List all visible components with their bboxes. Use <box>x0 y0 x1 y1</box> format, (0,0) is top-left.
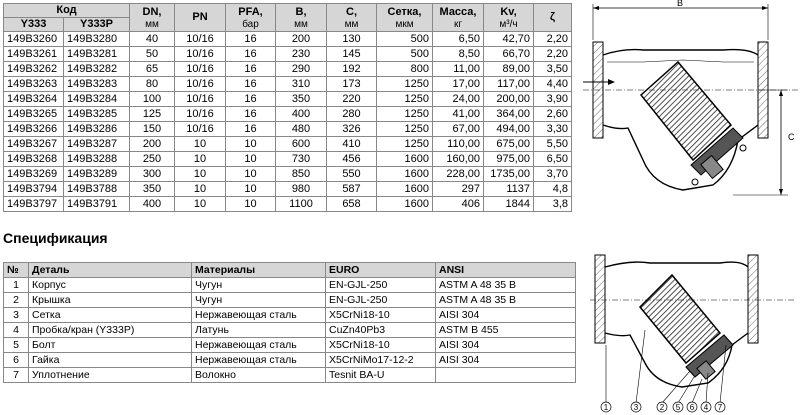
cell-zeta: 3,30 <box>534 122 572 137</box>
cell-code-y333: 149B3266 <box>4 122 64 137</box>
cell-code-y333p: 149B3280 <box>64 32 130 47</box>
spec-table <box>3 262 576 383</box>
cell-pfa: 16 <box>226 77 276 92</box>
cell-dn: 125 <box>130 107 175 122</box>
cell-kv: 494,00 <box>484 122 534 137</box>
cell-c: 550 <box>327 167 377 182</box>
cell-b: 350 <box>276 92 327 107</box>
dimensions-table <box>3 3 572 212</box>
spec-cell-part: Корпус <box>29 278 192 293</box>
dims-row <box>4 137 572 152</box>
cell-b: 310 <box>276 77 327 92</box>
cell-dn: 400 <box>130 197 175 212</box>
callout-6: 6 <box>689 403 695 412</box>
spec-cell-euro: EN-GJL-250 <box>326 278 436 293</box>
cell-zeta: 3,50 <box>534 62 572 77</box>
header-dn: DN, мм <box>130 4 175 32</box>
cell-b: 290 <box>276 62 327 77</box>
cell-mass: 67,00 <box>433 122 484 137</box>
strainer-drawing-bottom <box>590 245 795 413</box>
cell-code-y333: 149B3797 <box>4 197 64 212</box>
cell-zeta: 3,8 <box>534 197 572 212</box>
cell-pn: 10 <box>175 167 226 182</box>
dims-row <box>4 107 572 122</box>
spec-row <box>4 338 576 353</box>
header-kv: Kv, м³/ч <box>484 4 534 32</box>
spec-cell-no: 3 <box>4 308 29 323</box>
header-pn: PN <box>175 4 226 32</box>
cell-kv: 66,70 <box>484 47 534 62</box>
header-mass: Масса, кг <box>433 4 484 32</box>
cell-dn: 100 <box>130 92 175 107</box>
spec-cell-material: Нержавеющая сталь <box>192 308 326 323</box>
spec-row <box>4 368 576 383</box>
cell-c: 220 <box>327 92 377 107</box>
cell-code-y333: 149B3269 <box>4 167 64 182</box>
spec-cell-part: Сетка <box>29 308 192 323</box>
cell-code-y333p: 149B3281 <box>64 47 130 62</box>
cell-mesh: 1250 <box>377 107 433 122</box>
cell-code-y333: 149B3267 <box>4 137 64 152</box>
cell-kv: 675,00 <box>484 137 534 152</box>
cell-pfa: 16 <box>226 62 276 77</box>
cell-c: 456 <box>327 152 377 167</box>
cell-zeta: 4,40 <box>534 77 572 92</box>
cell-mass: 297 <box>433 182 484 197</box>
cell-kv: 975,00 <box>484 152 534 167</box>
dims-row <box>4 182 572 197</box>
cell-code-y333: 149B3263 <box>4 77 64 92</box>
cell-c: 173 <box>327 77 377 92</box>
cell-b: 230 <box>276 47 327 62</box>
cell-kv: 1844 <box>484 197 534 212</box>
cell-kv: 1137 <box>484 182 534 197</box>
spec-cell-euro: Tesnit BA-U <box>326 368 436 383</box>
cell-pfa: 16 <box>226 92 276 107</box>
spec-cell-ansi: ASTM B 455 <box>436 323 576 338</box>
cell-code-y333p: 149B3284 <box>64 92 130 107</box>
cell-pn: 10/16 <box>175 47 226 62</box>
cell-kv: 89,00 <box>484 62 534 77</box>
cell-dn: 350 <box>130 182 175 197</box>
cell-mesh: 500 <box>377 47 433 62</box>
header-y333p: Y333P <box>64 18 130 32</box>
cell-c: 280 <box>327 107 377 122</box>
spec-cell-material: Чугун <box>192 293 326 308</box>
cell-b: 730 <box>276 152 327 167</box>
cell-dn: 200 <box>130 137 175 152</box>
spec-cell-material: Нержавеющая сталь <box>192 338 326 353</box>
cell-code-y333: 149B3265 <box>4 107 64 122</box>
cell-zeta: 2,20 <box>534 32 572 47</box>
cell-code-y333: 149B3794 <box>4 182 64 197</box>
cell-code-y333p: 149B3285 <box>64 107 130 122</box>
spec-row <box>4 308 576 323</box>
cell-code-y333p: 149B3287 <box>64 137 130 152</box>
dims-row <box>4 122 572 137</box>
spec-header-euro: EURO <box>326 263 436 278</box>
cell-kv: 42,70 <box>484 32 534 47</box>
cell-pn: 10 <box>175 182 226 197</box>
spec-header-material: Материалы <box>192 263 326 278</box>
cell-b: 850 <box>276 167 327 182</box>
cell-dn: 150 <box>130 122 175 137</box>
spec-header-ansi: ANSI <box>436 263 576 278</box>
cell-zeta: 2,20 <box>534 47 572 62</box>
spec-cell-no: 5 <box>4 338 29 353</box>
dims-row <box>4 167 572 182</box>
cell-b: 400 <box>276 107 327 122</box>
cell-kv: 1735,00 <box>484 167 534 182</box>
spec-cell-part: Уплотнение <box>29 368 192 383</box>
cell-kv: 364,00 <box>484 107 534 122</box>
dims-row <box>4 47 572 62</box>
header-zeta: ζ <box>534 4 572 32</box>
cell-mesh: 1250 <box>377 122 433 137</box>
spec-cell-ansi: AISI 304 <box>436 338 576 353</box>
cell-dn: 40 <box>130 32 175 47</box>
header-c: C, мм <box>327 4 377 32</box>
cell-code-y333: 149B3260 <box>4 32 64 47</box>
cell-pn: 10/16 <box>175 62 226 77</box>
callout-4: 4 <box>703 403 709 412</box>
cell-c: 192 <box>327 62 377 77</box>
callout-2: 2 <box>659 403 665 412</box>
cell-zeta: 4,8 <box>534 182 572 197</box>
cell-pn: 10 <box>175 152 226 167</box>
cell-code-y333p: 149B3791 <box>64 197 130 212</box>
cell-pfa: 16 <box>226 47 276 62</box>
spec-cell-material: Нержавеющая сталь <box>192 353 326 368</box>
cell-c: 130 <box>327 32 377 47</box>
spec-cell-euro: X5CrNiMo17-12-2 <box>326 353 436 368</box>
cell-mass: 24,00 <box>433 92 484 107</box>
spec-cell-material: Волокно <box>192 368 326 383</box>
cell-b: 1100 <box>276 197 327 212</box>
cell-zeta: 3,70 <box>534 167 572 182</box>
cell-b: 480 <box>276 122 327 137</box>
header-code: Код <box>4 4 130 18</box>
cell-c: 658 <box>327 197 377 212</box>
spec-cell-material: Латунь <box>192 323 326 338</box>
cell-pfa: 16 <box>226 122 276 137</box>
spec-cell-material: Чугун <box>192 278 326 293</box>
cell-kv: 117,00 <box>484 77 534 92</box>
cell-mesh: 1600 <box>377 152 433 167</box>
callout-3: 3 <box>633 403 639 412</box>
callout-1: 1 <box>603 403 609 412</box>
dims-row <box>4 197 572 212</box>
cell-code-y333: 149B3261 <box>4 47 64 62</box>
header-mesh: Сетка, мкм <box>377 4 433 32</box>
cell-b: 200 <box>276 32 327 47</box>
dims-row <box>4 77 572 92</box>
cell-code-y333p: 149B3286 <box>64 122 130 137</box>
cell-mass: 228,00 <box>433 167 484 182</box>
spec-cell-ansi: AISI 304 <box>436 308 576 323</box>
dim-c-label: C <box>788 132 795 142</box>
cell-mesh: 1250 <box>377 137 433 152</box>
cell-dn: 250 <box>130 152 175 167</box>
dims-row <box>4 32 572 47</box>
spec-cell-part: Пробка/кран (Y333P) <box>29 323 192 338</box>
spec-cell-ansi: AISI 304 <box>436 353 576 368</box>
cell-mesh: 1250 <box>377 92 433 107</box>
cell-zeta: 5,50 <box>534 137 572 152</box>
dim-b-label: B <box>676 0 684 8</box>
spec-row <box>4 293 576 308</box>
cell-mesh: 1600 <box>377 197 433 212</box>
spec-cell-ansi: ASTM A 48 35 B <box>436 278 576 293</box>
spec-header-no: № <box>4 263 29 278</box>
cell-pfa: 16 <box>226 32 276 47</box>
cell-code-y333: 149B3268 <box>4 152 64 167</box>
spec-cell-no: 6 <box>4 353 29 368</box>
spec-title: Спецификация <box>3 230 108 246</box>
spec-row <box>4 278 576 293</box>
cell-mass: 406 <box>433 197 484 212</box>
header-b: B, мм <box>276 4 327 32</box>
dims-row <box>4 62 572 77</box>
cell-mass: 8,50 <box>433 47 484 62</box>
cell-c: 587 <box>327 182 377 197</box>
cell-zeta: 2,60 <box>534 107 572 122</box>
cell-dn: 65 <box>130 62 175 77</box>
cell-zeta: 3,90 <box>534 92 572 107</box>
strainer-drawing-top <box>583 0 798 205</box>
cell-mesh: 800 <box>377 62 433 77</box>
cell-code-y333p: 149B3788 <box>64 182 130 197</box>
cell-pn: 10/16 <box>175 32 226 47</box>
cell-b: 980 <box>276 182 327 197</box>
cell-pn: 10 <box>175 197 226 212</box>
spec-header-part: Деталь <box>29 263 192 278</box>
dims-row <box>4 152 572 167</box>
cell-pfa: 10 <box>226 182 276 197</box>
cell-pn: 10/16 <box>175 122 226 137</box>
spec-cell-part: Болт <box>29 338 192 353</box>
cell-pn: 10/16 <box>175 77 226 92</box>
spec-cell-ansi: ASTM A 48 35 B <box>436 293 576 308</box>
cell-mesh: 1600 <box>377 182 433 197</box>
dims-row <box>4 92 572 107</box>
cell-code-y333: 149B3264 <box>4 92 64 107</box>
cell-mesh: 500 <box>377 32 433 47</box>
cell-pn: 10/16 <box>175 92 226 107</box>
cell-code-y333p: 149B3283 <box>64 77 130 92</box>
header-y333: Y333 <box>4 18 64 32</box>
header-pfa: PFA, бар <box>226 4 276 32</box>
spec-cell-euro: EN-GJL-250 <box>326 293 436 308</box>
cell-pfa: 16 <box>226 107 276 122</box>
spec-row <box>4 323 576 338</box>
cell-code-y333p: 149B3282 <box>64 62 130 77</box>
cell-pfa: 10 <box>226 152 276 167</box>
spec-cell-no: 4 <box>4 323 29 338</box>
cell-mass: 6,50 <box>433 32 484 47</box>
spec-cell-part: Гайка <box>29 353 192 368</box>
cell-code-y333p: 149B3288 <box>64 152 130 167</box>
spec-cell-part: Крышка <box>29 293 192 308</box>
spec-cell-euro: X5CrNi18-10 <box>326 338 436 353</box>
cell-pn: 10 <box>175 137 226 152</box>
spec-cell-euro: X5CrNi18-10 <box>326 308 436 323</box>
cell-dn: 300 <box>130 167 175 182</box>
cell-code-y333p: 149B3289 <box>64 167 130 182</box>
cell-mass: 160,00 <box>433 152 484 167</box>
cell-code-y333: 149B3262 <box>4 62 64 77</box>
callout-5: 5 <box>675 403 681 412</box>
cell-mesh: 1600 <box>377 167 433 182</box>
spec-row <box>4 353 576 368</box>
cell-mass: 11,00 <box>433 62 484 77</box>
cell-kv: 200,00 <box>484 92 534 107</box>
cell-mass: 110,00 <box>433 137 484 152</box>
cell-pfa: 10 <box>226 167 276 182</box>
cell-dn: 80 <box>130 77 175 92</box>
spec-cell-no: 2 <box>4 293 29 308</box>
callout-7: 7 <box>717 403 723 412</box>
cell-c: 145 <box>327 47 377 62</box>
cell-pfa: 10 <box>226 137 276 152</box>
cell-mass: 17,00 <box>433 77 484 92</box>
cell-zeta: 6,50 <box>534 152 572 167</box>
cell-b: 600 <box>276 137 327 152</box>
cell-dn: 50 <box>130 47 175 62</box>
cell-c: 326 <box>327 122 377 137</box>
cell-pn: 10/16 <box>175 107 226 122</box>
cell-mesh: 1250 <box>377 77 433 92</box>
spec-cell-no: 7 <box>4 368 29 383</box>
cell-pfa: 10 <box>226 197 276 212</box>
cell-c: 410 <box>327 137 377 152</box>
spec-cell-no: 1 <box>4 278 29 293</box>
spec-cell-euro: CuZn40Pb3 <box>326 323 436 338</box>
spec-cell-ansi <box>436 368 576 383</box>
cell-mass: 41,00 <box>433 107 484 122</box>
